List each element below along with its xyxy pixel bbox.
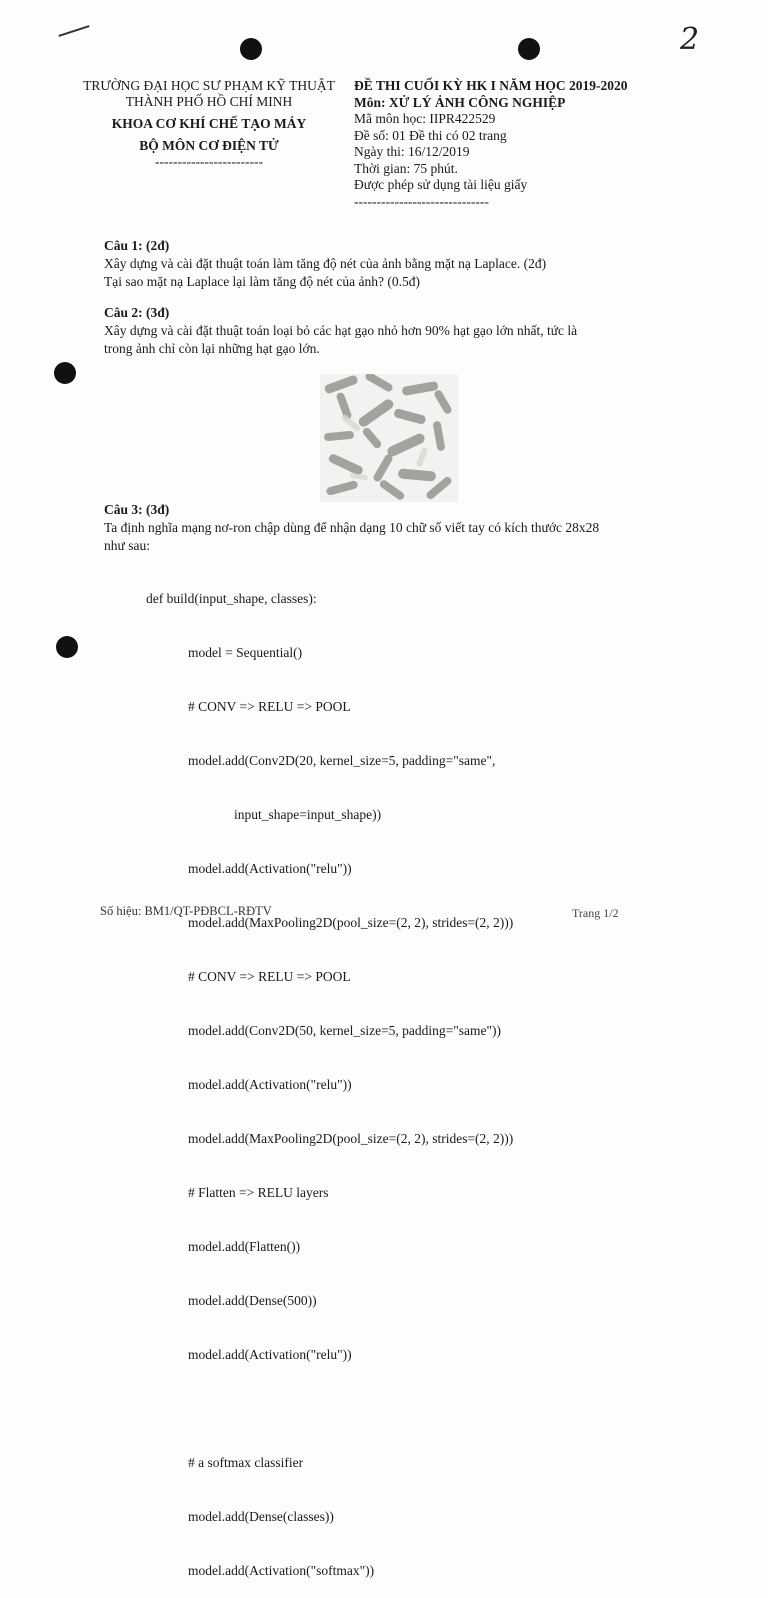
exam-materials: Được phép sử dụng tài liệu giấy (354, 177, 528, 192)
code-line: model.add(Dense(500)) (188, 1293, 317, 1308)
code-line: # CONV => RELU => POOL (188, 969, 351, 984)
question-2-title: Câu 2: (3đ) (104, 305, 170, 320)
course-code: Mã môn học: IIPR422529 (354, 111, 496, 126)
code-line: model.add(Activation("relu")) (188, 861, 352, 876)
handwritten-page-number: 2 (680, 22, 700, 57)
exam-header (354, 78, 684, 210)
school-header (78, 78, 340, 170)
code-line: # CONV => RELU => POOL (188, 699, 351, 714)
code-line: # Flatten => RELU layers (188, 1185, 329, 1200)
question-1-line-1: Xây dựng và cài đặt thuật toán làm tăng độ nét của ảnh bằng mặt nạ Laplace. (2đ) (104, 256, 547, 271)
question-2-line-1: Xây dựng và cài đặt thuật toán loại bỏ các hạt gạo nhỏ hơn 90% hạt gạo lớn nhất, tức là (104, 323, 578, 338)
page-indicator: Trang 1/2 (572, 906, 619, 920)
punch-hole-top-left (240, 38, 262, 60)
code-line: model.add(Activation("relu")) (188, 1077, 352, 1092)
question-3-line-1: Ta định nghĩa mạng nơ-ron chập dùng để nhận dạng 10 chữ số viết tay có kích thước 28x28 (104, 520, 600, 535)
school-name: TRƯỜNG ĐẠI HỌC SƯ PHẠM KỸ THUẬT (83, 78, 335, 93)
code-line: model.add(Conv2D(50, kernel_size=5, padding="same")) (188, 1023, 502, 1038)
city-name: THÀNH PHỐ HỒ CHÍ MINH (125, 94, 293, 109)
code-line: model.add(Dense(classes)) (188, 1509, 334, 1524)
code-line: model.add(Activation("relu")) (188, 1347, 352, 1362)
pen-mark (58, 25, 89, 37)
code-line: def build(input_shape, classes): (146, 591, 317, 606)
code-line: model.add(Flatten()) (188, 1239, 301, 1254)
code-line: model.add(Conv2D(20, kernel_size=5, padding="same", (188, 753, 496, 768)
question-2-line-2: trong ảnh chỉ còn lại những hạt gạo lớn. (104, 341, 320, 356)
question-1-line-2: Tại sao mặt nạ Laplace lại làm tăng độ nét của ảnh? (0.5đ) (104, 274, 420, 289)
code-line: model.add(MaxPooling2D(pool_size=(2, 2), strides=(2, 2))) (188, 915, 514, 930)
code-line: # a softmax classifier (188, 1455, 304, 1470)
exam-title: ĐỀ THI CUỐI KỲ HK I NĂM HỌC 2019-2020 (354, 78, 628, 93)
faculty-name: KHOA CƠ KHÍ CHẾ TẠO MÁY (111, 116, 307, 131)
department-name: BỘ MÔN CƠ ĐIỆN TỬ (139, 138, 279, 153)
question-3 (104, 501, 684, 555)
exam-number: Đề số: 01 Đề thi có 02 trang (354, 127, 507, 143)
code-spacer (104, 1400, 513, 1418)
question-1 (104, 237, 684, 291)
question-3-title: Câu 3: (3đ) (104, 502, 170, 517)
exam-date: Ngày thi: 16/12/2019 (354, 144, 470, 159)
exam-subject: Môn: XỬ LÝ ẢNH CÔNG NGHIỆP (354, 94, 566, 110)
punch-hole-top-right (518, 38, 540, 60)
code-block (104, 554, 513, 1598)
question-2 (104, 304, 684, 358)
header-left-divider: ------------------------ (155, 154, 263, 169)
header-right-divider: ------------------------------ (354, 193, 489, 209)
exam-duration: Thời gian: 75 phút. (354, 160, 458, 176)
question-1-title: Câu 1: (2đ) (104, 238, 170, 253)
punch-hole-left-lower (56, 636, 78, 658)
code-line: model.add(MaxPooling2D(pool_size=(2, 2), strides=(2, 2))) (188, 1131, 514, 1146)
code-line: model = Sequential() (188, 645, 303, 660)
code-line: model.add(Activation("softmax")) (188, 1563, 375, 1578)
punch-hole-left-middle (54, 362, 76, 384)
question-3-line-2: như sau: (104, 538, 150, 553)
form-code: Số hiệu: BM1/QT-PĐBCL-RĐTV (100, 904, 272, 918)
code-line: input_shape=input_shape)) (234, 807, 382, 822)
rice-grains-image (320, 374, 458, 502)
